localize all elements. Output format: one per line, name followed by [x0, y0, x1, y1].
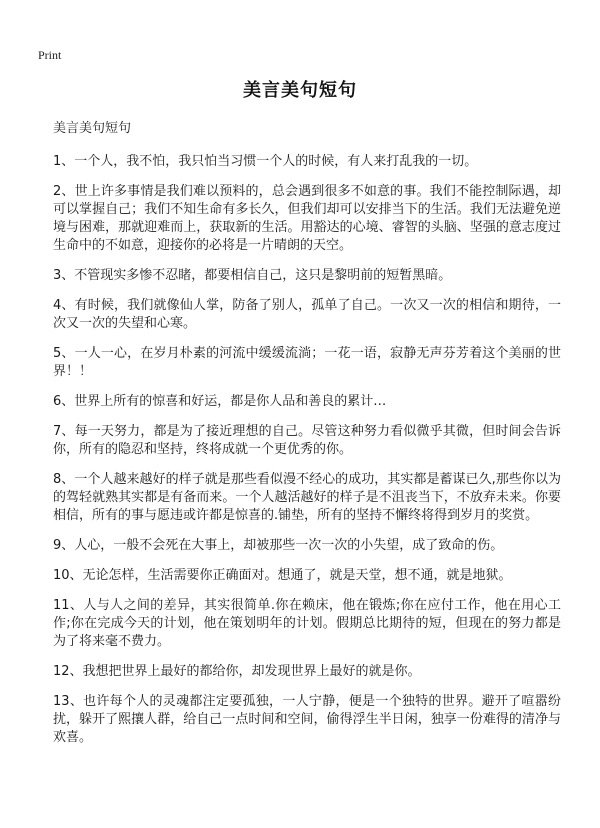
- paragraph-11: 11、人与人之间的差异，其实很简单.你在赖床，他在锻炼;你在应付工作，他在用心工作;你在完成今天的计划，他在策划明年的计划。假期总比期待的短，但现在的努力都是为了将来毫不费力。: [53, 598, 561, 649]
- paragraph-8: 8、一个人越来越好的样子就是那些看似漫不经心的成功，其实都是蓄谋已久,那些你以为的驾轻就熟其实都是有备而来。一个人越活越好的样子是不沮丧当下，不放弃未来。你要相信，所有的事与愿违或许都是惊喜的.铺垫，所有的坚持不懈终将得到岁月的奖赏。: [53, 472, 561, 523]
- paragraph-7: 7、每一天努力，都是为了接近理想的自己。尽管这种努力看似微乎其微，但时间会告诉你，所有的隐忍和坚持，终将成就一个更优秀的你。: [53, 424, 561, 457]
- page-title: 美言美句短句: [243, 80, 357, 101]
- paragraph-10: 10、无论怎样，生活需要你正确面对。想通了，就是天堂，想不通，就是地狱。: [53, 568, 512, 583]
- paragraph-3: 3、不管现实多惨不忍睹，都要相信自己，这只是黎明前的短暂黑暗。: [53, 268, 452, 283]
- paragraph-5: 5、一人一心，在岁月朴素的河流中缓缓流淌；一花一语，寂静无声芬芳着这个美丽的世界！！: [53, 346, 561, 379]
- paragraph-1: 1、一个人，我不怕，我只怕当习惯一个人的时候，有人来打乱我的一切。: [53, 154, 478, 169]
- paragraph-9: 9、人心，一般不会死在大事上，却被那些一次一次的小失望，成了致命的伤。: [53, 538, 504, 553]
- paragraph-2: 2、世上许多事情是我们难以预料的，总会遇到很多不如意的事。我们不能控制际遇，却可以掌握自己；我们不知生命有多长久，但我们却可以安排当下的生活。我们无法避免逆境与困难，那就迎难而上，获取新的生活。用豁达的心境、睿智的头脑、坚强的意志度过生命中的不如意，迎接你的必将是一片晴朗的天空。: [53, 184, 561, 253]
- article-body: [53, 120, 561, 759]
- paragraph-12: 12、我想把世界上最好的都给你，却发现世界上最好的就是你。: [53, 664, 421, 679]
- article-subtitle: 美言美句短句: [53, 121, 132, 136]
- print-link[interactable]: Print: [38, 48, 62, 62]
- paragraph-13: 13、也许每个人的灵魂都注定要孤独，一人宁静，便是一个独特的世界。避开了喧嚣纷扰，躲开了熙攘人群，给自己一点时间和空间，偷得浮生半日闲，独享一份难得的清净与欢喜。: [53, 694, 561, 745]
- paragraph-6: 6、世界上所有的惊喜和好运，都是你人品和善良的累计…: [53, 394, 387, 409]
- paragraph-4: 4、有时候，我们就像仙人掌，防备了别人，孤单了自己。一次又一次的相信和期待，一次又一次的失望和心寒。: [53, 298, 561, 331]
